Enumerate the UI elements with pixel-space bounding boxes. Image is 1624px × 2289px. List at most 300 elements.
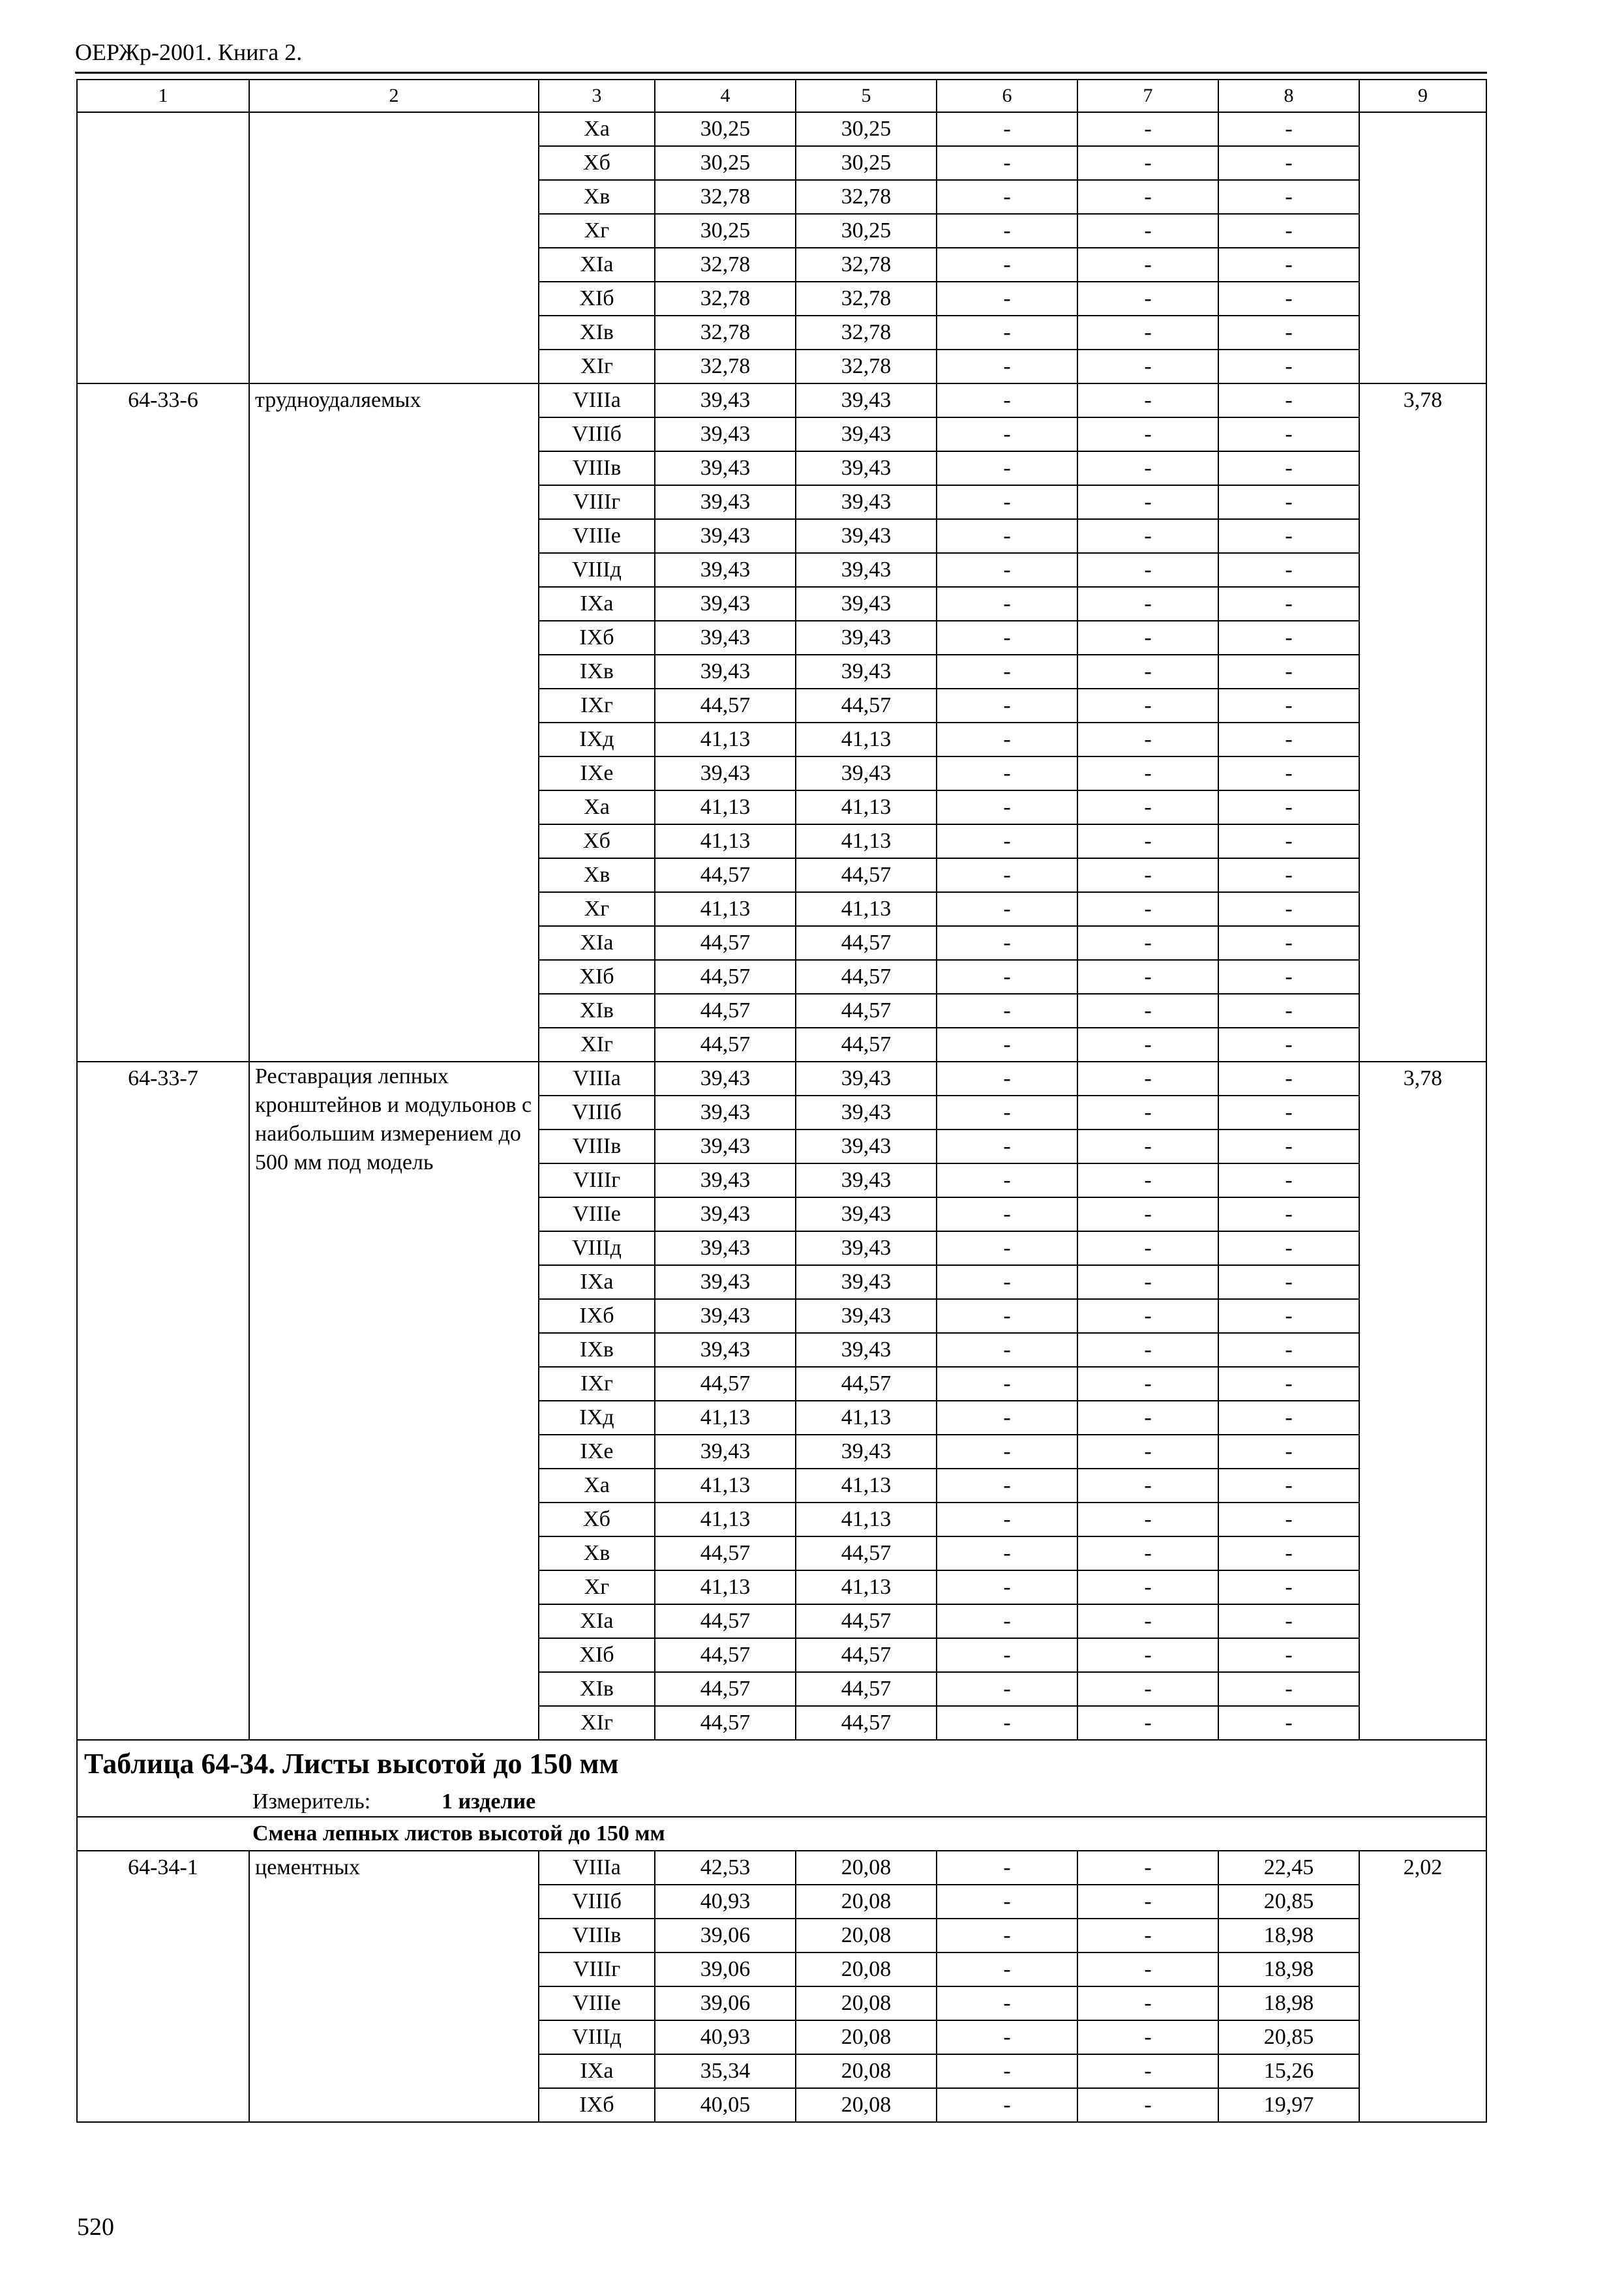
- cell-col4: 44,57: [655, 1536, 796, 1570]
- item-description: Реставрация лепных кронштейнов и модульонов с наибольшим измерением до 500 мм под модель: [249, 1062, 539, 1740]
- cell-option: VIIIв: [539, 451, 655, 485]
- cell-option: Xб: [539, 146, 655, 180]
- cell-col4: 44,57: [655, 1028, 796, 1062]
- meter-cell: [77, 1788, 1486, 1817]
- cell-col8: -: [1218, 1130, 1359, 1163]
- cell-col7: -: [1077, 1885, 1218, 1919]
- cell-option: VIIIа: [539, 383, 655, 417]
- meter-row: [77, 1788, 1486, 1817]
- cell-col7: -: [1077, 1435, 1218, 1469]
- cell-col8: -: [1218, 112, 1359, 146]
- cell-col4: 39,43: [655, 621, 796, 655]
- cell-col6: -: [937, 1536, 1077, 1570]
- cell-col4: 39,43: [655, 1333, 796, 1367]
- cell-option: Xв: [539, 1536, 655, 1570]
- cell-col7: -: [1077, 1570, 1218, 1604]
- cell-col7: -: [1077, 824, 1218, 858]
- cell-option: VIIIб: [539, 1096, 655, 1130]
- cell-col8: -: [1218, 180, 1359, 214]
- cell-col8: -: [1218, 1706, 1359, 1740]
- item-code: 64-33-6: [77, 383, 249, 1062]
- cell-col8: -: [1218, 146, 1359, 180]
- cell-col4: 39,06: [655, 1919, 796, 1952]
- cell-col5: 39,43: [796, 655, 937, 689]
- cell-col7: -: [1077, 689, 1218, 723]
- cell-col8: -: [1218, 1469, 1359, 1503]
- cell-option: IXб: [539, 621, 655, 655]
- cell-col4: 39,43: [655, 587, 796, 621]
- cell-col8: -: [1218, 689, 1359, 723]
- cell-option: XIв: [539, 316, 655, 350]
- cell-col4: 41,13: [655, 1401, 796, 1435]
- cell-col6: -: [937, 146, 1077, 180]
- cell-col7: -: [1077, 858, 1218, 892]
- cell-col4: 39,43: [655, 1435, 796, 1469]
- cell-col4: 44,57: [655, 960, 796, 994]
- cell-option: VIIIд: [539, 553, 655, 587]
- cell-col5: 41,13: [796, 1401, 937, 1435]
- cell-col7: -: [1077, 1197, 1218, 1231]
- cell-col6: -: [937, 112, 1077, 146]
- cell-option: VIIIв: [539, 1130, 655, 1163]
- page-header: ОЕРЖр-2001. Книга 2.: [75, 39, 303, 65]
- cell-col4: 41,13: [655, 790, 796, 824]
- cell-col6: -: [937, 1503, 1077, 1536]
- cell-col6: -: [937, 1604, 1077, 1638]
- cell-option: XIа: [539, 1604, 655, 1638]
- cell-col6: -: [937, 2020, 1077, 2054]
- cell-col8: -: [1218, 1367, 1359, 1401]
- cell-col7: -: [1077, 451, 1218, 485]
- cell-col4: 39,43: [655, 417, 796, 451]
- cell-option: Xа: [539, 1469, 655, 1503]
- cell-col5: 39,43: [796, 383, 937, 417]
- cell-col8: -: [1218, 282, 1359, 316]
- cell-col7: -: [1077, 1130, 1218, 1163]
- cell-col4: 44,57: [655, 1638, 796, 1672]
- work-title-row: [77, 1817, 1486, 1851]
- cell-col5: 44,57: [796, 1604, 937, 1638]
- cell-col6: -: [937, 417, 1077, 451]
- column-number: 1: [77, 80, 249, 112]
- cell-col8: -: [1218, 1096, 1359, 1130]
- cell-col6: -: [937, 1570, 1077, 1604]
- cell-col6: -: [937, 960, 1077, 994]
- cell-col4: 39,06: [655, 1986, 796, 2020]
- cell-col5: 30,25: [796, 214, 937, 248]
- cell-col5: 39,43: [796, 553, 937, 587]
- cell-col5: 44,57: [796, 858, 937, 892]
- cell-col6: -: [937, 994, 1077, 1028]
- cell-col4: 39,43: [655, 1231, 796, 1265]
- column-number: 7: [1077, 80, 1218, 112]
- cell-col5: 32,78: [796, 248, 937, 282]
- cell-col8: -: [1218, 485, 1359, 519]
- cell-col5: 39,43: [796, 1333, 937, 1367]
- cell-col5: 44,57: [796, 960, 937, 994]
- cell-col7: -: [1077, 112, 1218, 146]
- empty-col9-cell: [1359, 112, 1486, 383]
- cell-col4: 44,57: [655, 926, 796, 960]
- cell-col7: -: [1077, 1367, 1218, 1401]
- cell-option: XIв: [539, 994, 655, 1028]
- cell-col8: -: [1218, 824, 1359, 858]
- cell-option: VIIIг: [539, 1163, 655, 1197]
- cell-col5: 44,57: [796, 1672, 937, 1706]
- cell-col5: 39,43: [796, 1197, 937, 1231]
- cell-col4: 35,34: [655, 2054, 796, 2088]
- cell-col6: -: [937, 1885, 1077, 1919]
- cell-col8: -: [1218, 655, 1359, 689]
- cell-col8: -: [1218, 350, 1359, 383]
- cell-col4: 41,13: [655, 1570, 796, 1604]
- cell-col5: 39,43: [796, 417, 937, 451]
- cell-col4: 40,93: [655, 1885, 796, 1919]
- cell-col4: 30,25: [655, 112, 796, 146]
- cell-col6: -: [937, 1851, 1077, 1885]
- cell-col5: 41,13: [796, 824, 937, 858]
- cell-col6: -: [937, 621, 1077, 655]
- cell-col4: 32,78: [655, 316, 796, 350]
- cell-col8: -: [1218, 994, 1359, 1028]
- cell-col7: -: [1077, 282, 1218, 316]
- cell-option: Xб: [539, 824, 655, 858]
- cell-col5: 41,13: [796, 1469, 937, 1503]
- cell-col4: 39,43: [655, 756, 796, 790]
- cell-col7: -: [1077, 1401, 1218, 1435]
- cell-col7: -: [1077, 892, 1218, 926]
- cell-option: Xв: [539, 180, 655, 214]
- cell-option: IXе: [539, 1435, 655, 1469]
- cell-col8: -: [1218, 723, 1359, 756]
- cell-col5: 41,13: [796, 723, 937, 756]
- cell-option: VIIIг: [539, 485, 655, 519]
- cell-col6: -: [937, 1367, 1077, 1401]
- cell-col6: -: [937, 1299, 1077, 1333]
- column-number: 5: [796, 80, 937, 112]
- cell-option: VIIIа: [539, 1062, 655, 1096]
- cell-col7: -: [1077, 1096, 1218, 1130]
- cell-option: VIIIд: [539, 2020, 655, 2054]
- cell-option: IXд: [539, 1401, 655, 1435]
- cell-option: IXб: [539, 1299, 655, 1333]
- cell-col8: -: [1218, 1401, 1359, 1435]
- cell-col8: 20,85: [1218, 1885, 1359, 1919]
- cell-option: VIIIа: [539, 1851, 655, 1885]
- cell-col7: -: [1077, 1469, 1218, 1503]
- cell-col4: 39,43: [655, 1130, 796, 1163]
- cell-col7: -: [1077, 756, 1218, 790]
- cell-col8: -: [1218, 1604, 1359, 1638]
- cell-col7: -: [1077, 655, 1218, 689]
- cell-col7: -: [1077, 146, 1218, 180]
- cell-col7: -: [1077, 723, 1218, 756]
- cell-col6: -: [937, 519, 1077, 553]
- table-title: Таблица 64-34. Листы высотой до 150 мм: [77, 1740, 1486, 1788]
- cell-col4: 39,43: [655, 553, 796, 587]
- cell-col8: -: [1218, 316, 1359, 350]
- cell-col6: -: [937, 1986, 1077, 2020]
- cell-option: VIIIе: [539, 1986, 655, 2020]
- cell-option: VIIIв: [539, 1919, 655, 1952]
- cell-col6: -: [937, 1163, 1077, 1197]
- cell-col6: -: [937, 655, 1077, 689]
- cell-col6: -: [937, 1333, 1077, 1367]
- cell-col5: 39,43: [796, 451, 937, 485]
- cell-col7: -: [1077, 1986, 1218, 2020]
- meter-label: Измеритель:: [252, 1789, 371, 1814]
- cell-col4: 41,13: [655, 723, 796, 756]
- cell-col4: 39,43: [655, 1299, 796, 1333]
- cell-col6: -: [937, 1231, 1077, 1265]
- cell-col5: 20,08: [796, 1885, 937, 1919]
- cell-col4: 44,57: [655, 1367, 796, 1401]
- cell-col5: 39,43: [796, 587, 937, 621]
- cell-col5: 41,13: [796, 1570, 937, 1604]
- cell-col5: 32,78: [796, 282, 937, 316]
- cell-col6: -: [937, 2088, 1077, 2122]
- cell-col4: 32,78: [655, 248, 796, 282]
- cell-col5: 20,08: [796, 1952, 937, 1986]
- cell-col5: 44,57: [796, 1367, 937, 1401]
- cell-col6: -: [937, 1265, 1077, 1299]
- cell-col4: 39,43: [655, 519, 796, 553]
- cell-col7: -: [1077, 1851, 1218, 1885]
- cell-col7: -: [1077, 926, 1218, 960]
- column-number: 9: [1359, 80, 1486, 112]
- cell-col8: -: [1218, 621, 1359, 655]
- cell-col5: 39,43: [796, 485, 937, 519]
- cell-col4: 39,43: [655, 383, 796, 417]
- cell-col8: -: [1218, 892, 1359, 926]
- cell-col6: -: [937, 2054, 1077, 2088]
- cell-col8: -: [1218, 1638, 1359, 1672]
- cell-option: XIг: [539, 350, 655, 383]
- cell-col7: -: [1077, 1536, 1218, 1570]
- cell-col7: -: [1077, 1163, 1218, 1197]
- cell-col8: -: [1218, 1231, 1359, 1265]
- cell-col6: -: [937, 790, 1077, 824]
- cell-col8: -: [1218, 383, 1359, 417]
- cell-col7: -: [1077, 417, 1218, 451]
- cell-col6: -: [937, 553, 1077, 587]
- column-number-row: [77, 80, 1486, 112]
- cell-col8: -: [1218, 1062, 1359, 1096]
- cell-col8: -: [1218, 790, 1359, 824]
- cell-col8: -: [1218, 756, 1359, 790]
- cell-col9: 3,78: [1359, 1062, 1486, 1740]
- cell-col5: 39,43: [796, 1163, 937, 1197]
- cell-col5: 44,57: [796, 994, 937, 1028]
- cell-col5: 39,43: [796, 1062, 937, 1096]
- cell-col8: -: [1218, 1197, 1359, 1231]
- cell-option: XIб: [539, 1638, 655, 1672]
- cell-col4: 40,05: [655, 2088, 796, 2122]
- cell-col5: 20,08: [796, 2088, 937, 2122]
- cell-col4: 44,57: [655, 689, 796, 723]
- item-description: цементных: [249, 1851, 539, 2122]
- cell-col6: -: [937, 892, 1077, 926]
- cell-col4: 40,93: [655, 2020, 796, 2054]
- cell-col4: 32,78: [655, 282, 796, 316]
- cell-col6: -: [937, 316, 1077, 350]
- cell-col5: 20,08: [796, 1851, 937, 1885]
- cell-col4: 39,43: [655, 1163, 796, 1197]
- cell-col6: -: [937, 1672, 1077, 1706]
- cell-col4: 44,57: [655, 994, 796, 1028]
- cell-col8: -: [1218, 1536, 1359, 1570]
- cell-col7: -: [1077, 1952, 1218, 1986]
- cell-col6: -: [937, 1919, 1077, 1952]
- cell-option: XIа: [539, 248, 655, 282]
- cell-col6: -: [937, 1062, 1077, 1096]
- cell-col7: -: [1077, 1062, 1218, 1096]
- cell-col7: -: [1077, 1638, 1218, 1672]
- cell-col6: -: [937, 1469, 1077, 1503]
- cell-col7: -: [1077, 248, 1218, 282]
- cell-col7: -: [1077, 1333, 1218, 1367]
- cell-col4: 39,06: [655, 1952, 796, 1986]
- cell-col5: 30,25: [796, 112, 937, 146]
- cell-col7: -: [1077, 2020, 1218, 2054]
- cell-col7: -: [1077, 1299, 1218, 1333]
- cell-col7: -: [1077, 994, 1218, 1028]
- cell-col7: -: [1077, 214, 1218, 248]
- cell-col6: -: [937, 350, 1077, 383]
- cell-col5: 30,25: [796, 146, 937, 180]
- cell-col6: -: [937, 1130, 1077, 1163]
- cell-col6: -: [937, 214, 1077, 248]
- column-number: 6: [937, 80, 1077, 112]
- cell-col7: -: [1077, 1604, 1218, 1638]
- cell-option: XIг: [539, 1706, 655, 1740]
- cell-col6: -: [937, 756, 1077, 790]
- cell-col7: -: [1077, 519, 1218, 553]
- cell-col6: -: [937, 248, 1077, 282]
- cell-col4: 44,57: [655, 1706, 796, 1740]
- cell-col4: 44,57: [655, 858, 796, 892]
- cell-col4: 44,57: [655, 1672, 796, 1706]
- cell-col6: -: [937, 383, 1077, 417]
- cell-col4: 42,53: [655, 1851, 796, 1885]
- cell-col8: -: [1218, 1265, 1359, 1299]
- item-code: 64-33-7: [77, 1062, 249, 1740]
- column-number: 8: [1218, 80, 1359, 112]
- cell-col7: -: [1077, 350, 1218, 383]
- item-code: 64-34-1: [77, 1851, 249, 2122]
- cell-col6: -: [937, 1706, 1077, 1740]
- cell-col5: 41,13: [796, 892, 937, 926]
- cell-col8: -: [1218, 248, 1359, 282]
- cell-option: IXб: [539, 2088, 655, 2122]
- cell-option: IXд: [539, 723, 655, 756]
- cell-col5: 44,57: [796, 689, 937, 723]
- cell-col5: 44,57: [796, 1706, 937, 1740]
- cell-col8: -: [1218, 587, 1359, 621]
- cell-col4: 41,13: [655, 1503, 796, 1536]
- cell-option: XIг: [539, 1028, 655, 1062]
- cell-col8: -: [1218, 1435, 1359, 1469]
- cell-option: VIIIе: [539, 1197, 655, 1231]
- cell-col7: -: [1077, 316, 1218, 350]
- cell-col8: -: [1218, 1333, 1359, 1367]
- cell-option: XIа: [539, 926, 655, 960]
- cell-col6: -: [937, 824, 1077, 858]
- cell-col8: -: [1218, 1299, 1359, 1333]
- cell-col4: 32,78: [655, 350, 796, 383]
- cell-col8: -: [1218, 1163, 1359, 1197]
- cell-col5: 32,78: [796, 316, 937, 350]
- table-row: [77, 112, 1486, 146]
- cell-col6: -: [937, 1401, 1077, 1435]
- cell-option: IXв: [539, 1333, 655, 1367]
- cell-col5: 39,43: [796, 519, 937, 553]
- cell-col5: 39,43: [796, 1130, 937, 1163]
- cell-col5: 20,08: [796, 1919, 937, 1952]
- cell-col7: -: [1077, 1028, 1218, 1062]
- cell-col4: 44,57: [655, 1604, 796, 1638]
- cell-option: XIв: [539, 1672, 655, 1706]
- cell-col4: 39,43: [655, 1096, 796, 1130]
- cell-col6: -: [937, 1197, 1077, 1231]
- empty-code-cell: [77, 112, 249, 383]
- cell-col5: 39,43: [796, 621, 937, 655]
- cell-col7: -: [1077, 180, 1218, 214]
- cell-col5: 39,43: [796, 1096, 937, 1130]
- cell-col6: -: [937, 1096, 1077, 1130]
- cell-col8: -: [1218, 417, 1359, 451]
- table-row: [77, 383, 1486, 417]
- cell-col7: -: [1077, 587, 1218, 621]
- cell-option: Xг: [539, 1570, 655, 1604]
- cell-col5: 39,43: [796, 756, 937, 790]
- cell-col5: 41,13: [796, 790, 937, 824]
- cell-col4: 30,25: [655, 146, 796, 180]
- cell-col4: 32,78: [655, 180, 796, 214]
- cell-col6: -: [937, 485, 1077, 519]
- cell-option: VIIIе: [539, 519, 655, 553]
- table-row: [77, 1062, 1486, 1096]
- cell-col7: -: [1077, 621, 1218, 655]
- cell-col8: 20,85: [1218, 2020, 1359, 2054]
- cell-col7: -: [1077, 1265, 1218, 1299]
- cell-col8: -: [1218, 519, 1359, 553]
- header-rule: [75, 72, 1487, 74]
- cell-col6: -: [937, 926, 1077, 960]
- cell-col8: 18,98: [1218, 1986, 1359, 2020]
- cell-option: Xг: [539, 892, 655, 926]
- cell-col8: -: [1218, 960, 1359, 994]
- page-number: 520: [77, 2213, 114, 2241]
- column-number: 3: [539, 80, 655, 112]
- cell-option: XIб: [539, 282, 655, 316]
- cell-option: VIIIб: [539, 417, 655, 451]
- column-number: 4: [655, 80, 796, 112]
- cell-col5: 20,08: [796, 1986, 937, 2020]
- cell-col6: -: [937, 1028, 1077, 1062]
- cell-col5: 44,57: [796, 1536, 937, 1570]
- cell-option: VIIIб: [539, 1885, 655, 1919]
- cell-option: VIIIд: [539, 1231, 655, 1265]
- cell-col8: -: [1218, 858, 1359, 892]
- cell-col4: 39,43: [655, 451, 796, 485]
- cell-col5: 44,57: [796, 926, 937, 960]
- rates-table-body: [77, 80, 1486, 2122]
- cell-option: IXв: [539, 655, 655, 689]
- cell-option: Xб: [539, 1503, 655, 1536]
- cell-col5: 44,57: [796, 1638, 937, 1672]
- cell-col8: 22,45: [1218, 1851, 1359, 1885]
